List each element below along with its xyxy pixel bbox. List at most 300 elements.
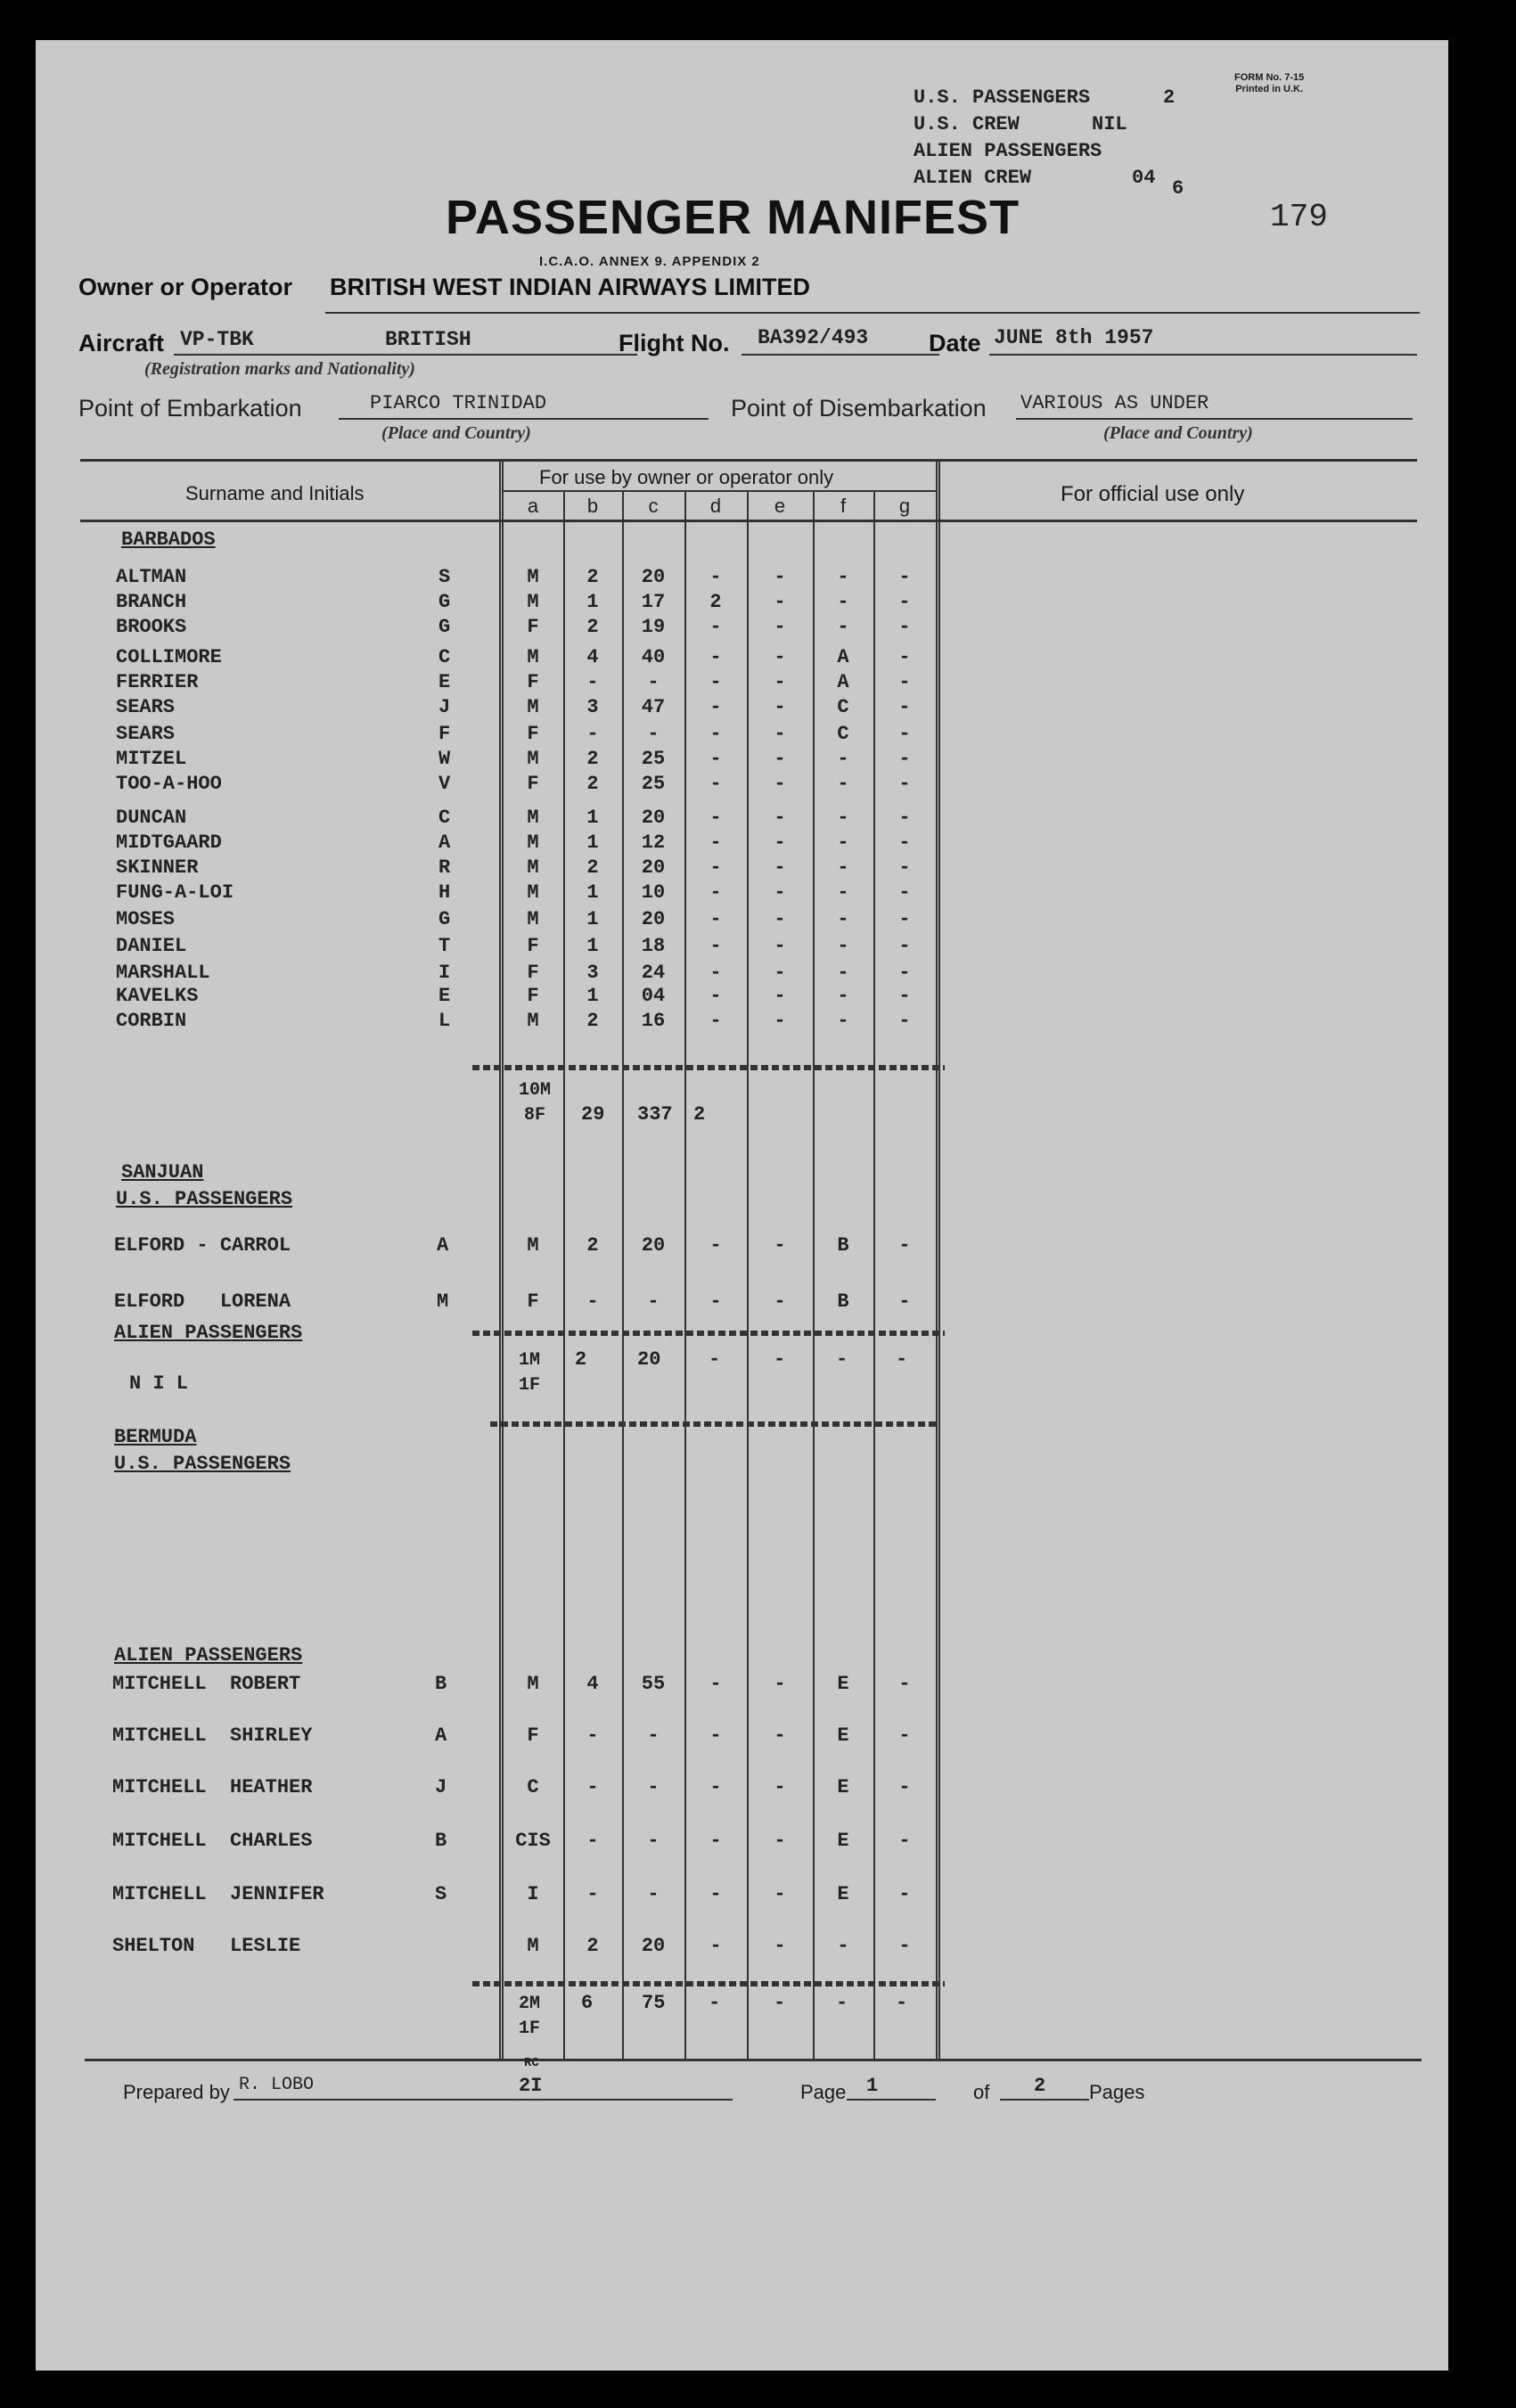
passenger-col-d: - bbox=[709, 935, 722, 957]
page-value: 1 bbox=[866, 2075, 879, 2097]
of-label: of bbox=[973, 2081, 990, 2103]
passenger-col-f: - bbox=[837, 616, 849, 638]
passenger-col-a: M bbox=[527, 881, 539, 904]
passenger-col-e: - bbox=[774, 1724, 786, 1747]
passenger-col-e: - bbox=[774, 935, 786, 957]
passenger-col-a: M bbox=[527, 646, 539, 668]
passenger-col-c: 20 bbox=[641, 1234, 666, 1257]
passenger-col-e: - bbox=[774, 908, 786, 930]
passenger-col-d: - bbox=[709, 1883, 722, 1905]
passenger-col-d: - bbox=[709, 723, 722, 745]
passenger-col-b: 2 bbox=[586, 773, 599, 795]
bermuda-total-g: - bbox=[896, 1992, 908, 2014]
passenger-col-g: - bbox=[898, 1234, 911, 1257]
passenger-col-c: - bbox=[647, 723, 660, 745]
passenger-col-f: E bbox=[837, 1673, 849, 1695]
passenger-row bbox=[36, 856, 1448, 883]
passenger-col-f: B bbox=[837, 1290, 849, 1313]
passenger-row bbox=[36, 1776, 1448, 1803]
passenger-col-c: - bbox=[647, 1290, 660, 1313]
passenger-name: FUNG-A-LOI bbox=[116, 881, 234, 904]
section-sanjuan-alien: ALIEN PASSENGERS bbox=[114, 1322, 303, 1344]
passenger-row bbox=[36, 773, 1448, 799]
passenger-row bbox=[36, 935, 1448, 962]
passenger-col-f: - bbox=[837, 748, 849, 770]
disembarkation-value: VARIOUS AS UNDER bbox=[1020, 392, 1209, 414]
passenger-row bbox=[36, 881, 1448, 908]
passenger-name: MITCHELL ROBERT bbox=[112, 1673, 301, 1695]
passenger-col-a: F bbox=[527, 985, 539, 1007]
passenger-col-c: 25 bbox=[641, 773, 666, 795]
passenger-initial: A bbox=[435, 1724, 447, 1747]
passenger-row bbox=[36, 831, 1448, 858]
passenger-name: MARSHALL bbox=[116, 962, 210, 984]
passenger-name: ELFORD LORENA bbox=[114, 1290, 291, 1313]
passenger-col-d: - bbox=[709, 1724, 722, 1747]
col-header-b: b bbox=[586, 495, 599, 517]
passenger-name: SHELTON LESLIE bbox=[112, 1935, 301, 1957]
passenger-initial: H bbox=[438, 881, 451, 904]
passenger-col-f: - bbox=[837, 935, 849, 957]
passenger-col-e: - bbox=[774, 1673, 786, 1695]
passenger-initial: S bbox=[438, 566, 451, 588]
passenger-col-e: - bbox=[774, 591, 786, 613]
of-value: 2 bbox=[1034, 2075, 1046, 2097]
passenger-initial: C bbox=[438, 646, 451, 668]
passenger-initial: J bbox=[435, 1776, 447, 1798]
passenger-col-b: 1 bbox=[586, 908, 599, 930]
passenger-col-a: M bbox=[527, 856, 539, 879]
sanjuan-total-a: 1M 1F bbox=[519, 1350, 541, 1396]
passenger-col-b: - bbox=[586, 723, 599, 745]
passenger-col-g: - bbox=[898, 1883, 911, 1905]
passenger-col-c: 24 bbox=[641, 962, 666, 984]
passenger-row bbox=[36, 985, 1448, 1012]
passenger-col-b: 1 bbox=[586, 807, 599, 829]
passenger-col-e: - bbox=[774, 671, 786, 693]
passenger-initial: R bbox=[438, 856, 451, 879]
passenger-col-b: - bbox=[586, 1830, 599, 1852]
counts-block bbox=[914, 85, 1184, 200]
passenger-initial: E bbox=[438, 985, 451, 1007]
passenger-col-c: 20 bbox=[641, 856, 666, 879]
passenger-name: MITCHELL SHIRLEY bbox=[112, 1724, 313, 1747]
passenger-col-b: 4 bbox=[586, 646, 599, 668]
passenger-initial: G bbox=[438, 591, 451, 613]
passenger-col-a: F bbox=[527, 935, 539, 957]
passenger-col-a: F bbox=[527, 671, 539, 693]
prepared-code: 2I bbox=[519, 2075, 543, 2097]
passenger-col-d: - bbox=[709, 831, 722, 854]
passenger-col-e: - bbox=[774, 1883, 786, 1905]
passenger-name: MITCHELL JENNIFER bbox=[112, 1883, 324, 1905]
col-header-e: e bbox=[774, 495, 786, 517]
pages-label: Pages bbox=[1089, 2081, 1145, 2103]
passenger-col-c: 47 bbox=[641, 696, 666, 718]
passenger-row bbox=[36, 616, 1448, 643]
passenger-row bbox=[36, 1935, 1448, 1962]
passenger-name: MOSES bbox=[116, 908, 176, 930]
passenger-col-f: E bbox=[837, 1776, 849, 1798]
passenger-row bbox=[36, 748, 1448, 774]
passenger-col-b: 3 bbox=[586, 696, 599, 718]
passenger-col-c: 17 bbox=[641, 591, 666, 613]
passenger-initial: C bbox=[438, 807, 451, 829]
passenger-col-d: - bbox=[709, 1830, 722, 1852]
passenger-name: KAVELKS bbox=[116, 985, 199, 1007]
passenger-col-a: M bbox=[527, 1010, 539, 1032]
passenger-col-b: - bbox=[586, 671, 599, 693]
passenger-col-f: - bbox=[837, 856, 849, 879]
passenger-col-g: - bbox=[898, 773, 911, 795]
passenger-col-f: - bbox=[837, 908, 849, 930]
passenger-col-f: - bbox=[837, 566, 849, 588]
passenger-col-b: 1 bbox=[586, 831, 599, 854]
passenger-col-d: - bbox=[709, 1776, 722, 1798]
passenger-col-f: - bbox=[837, 881, 849, 904]
passenger-col-c: 20 bbox=[641, 1935, 666, 1957]
passenger-initial: G bbox=[438, 616, 451, 638]
passenger-col-g: - bbox=[898, 566, 911, 588]
col-header-a: a bbox=[527, 495, 539, 517]
section-bermuda-us: U.S. PASSENGERS bbox=[114, 1453, 291, 1475]
passenger-col-g: - bbox=[898, 881, 911, 904]
passenger-col-g: - bbox=[898, 908, 911, 930]
passenger-col-d: - bbox=[709, 985, 722, 1007]
passenger-col-c: - bbox=[647, 1883, 660, 1905]
passenger-name: BROOKS bbox=[116, 616, 187, 638]
passenger-name: SEARS bbox=[116, 696, 176, 718]
page-title: PASSENGER MANIFEST bbox=[446, 191, 1020, 244]
passenger-col-b: 3 bbox=[586, 962, 599, 984]
passenger-name: DUNCAN bbox=[116, 807, 187, 829]
count-alien-passengers: ALIEN PASSENGERS 6 bbox=[914, 140, 1184, 200]
date-label: Date bbox=[929, 330, 981, 356]
page-number: 179 bbox=[1270, 199, 1328, 235]
passenger-col-g: - bbox=[898, 962, 911, 984]
passenger-name: SKINNER bbox=[116, 856, 199, 879]
passenger-col-f: E bbox=[837, 1883, 849, 1905]
passenger-initial: F bbox=[438, 723, 451, 745]
passenger-col-a: M bbox=[527, 807, 539, 829]
passenger-col-c: 20 bbox=[641, 807, 666, 829]
passenger-col-f: B bbox=[837, 1234, 849, 1257]
passenger-col-f: C bbox=[837, 696, 849, 718]
passenger-col-d: - bbox=[709, 646, 722, 668]
passenger-col-c: 25 bbox=[641, 748, 666, 770]
passenger-name: SEARS bbox=[116, 723, 176, 745]
passenger-col-e: - bbox=[774, 1776, 786, 1798]
passenger-col-g: - bbox=[898, 1776, 911, 1798]
disembarkation-label: Point of Disembarkation bbox=[731, 395, 987, 422]
col-header-d: d bbox=[709, 495, 722, 517]
passenger-col-g: - bbox=[898, 723, 911, 745]
bermuda-total-f: - bbox=[836, 1992, 848, 2014]
passenger-col-a: F bbox=[527, 773, 539, 795]
passenger-initial: M bbox=[437, 1290, 449, 1313]
passenger-col-a: I bbox=[527, 1883, 539, 1905]
form-number: FORM No. 7-15 Printed in U.K. bbox=[1234, 72, 1305, 94]
barbados-total-d: 2 bbox=[693, 1103, 706, 1126]
sanjuan-total-f: - bbox=[836, 1348, 848, 1371]
passenger-col-b: 1 bbox=[586, 591, 599, 613]
official-use-header: For official use only bbox=[1061, 482, 1245, 506]
page-label: Page bbox=[800, 2081, 847, 2103]
passenger-col-e: - bbox=[774, 1010, 786, 1032]
passenger-col-g: - bbox=[898, 1290, 911, 1313]
passenger-col-b: 4 bbox=[586, 1673, 599, 1695]
passenger-col-g: - bbox=[898, 1010, 911, 1032]
passenger-name: MIDTGAARD bbox=[116, 831, 222, 854]
name-column-header: Surname and Initials bbox=[185, 482, 365, 504]
bermuda-total-c: 75 bbox=[642, 1992, 666, 2014]
passenger-col-b: 2 bbox=[586, 748, 599, 770]
flight-value: BA392/493 bbox=[758, 326, 869, 349]
passenger-col-g: - bbox=[898, 616, 911, 638]
passenger-col-b: 1 bbox=[586, 985, 599, 1007]
passenger-col-e: - bbox=[774, 807, 786, 829]
aircraft-label: Aircraft bbox=[78, 330, 165, 356]
passenger-col-d: - bbox=[709, 696, 722, 718]
aircraft-registration: VP-TBK bbox=[180, 328, 254, 351]
sanjuan-total-c: 20 bbox=[637, 1348, 661, 1371]
passenger-col-c: 04 bbox=[641, 985, 666, 1007]
passenger-col-f: - bbox=[837, 985, 849, 1007]
passenger-col-a: C bbox=[527, 1776, 539, 1798]
passenger-col-e: - bbox=[774, 1830, 786, 1852]
passenger-col-e: - bbox=[774, 773, 786, 795]
passenger-col-a: M bbox=[527, 566, 539, 588]
passenger-col-d: 2 bbox=[709, 591, 722, 613]
passenger-col-a: CIS bbox=[515, 1830, 551, 1852]
passenger-col-f: - bbox=[837, 1010, 849, 1032]
passenger-initial: J bbox=[438, 696, 451, 718]
sanjuan-total-b: 2 bbox=[575, 1348, 587, 1371]
passenger-initial: E bbox=[438, 671, 451, 693]
passenger-col-f: - bbox=[837, 831, 849, 854]
passenger-col-f: - bbox=[837, 962, 849, 984]
passenger-col-g: - bbox=[898, 591, 911, 613]
passenger-name: ALTMAN bbox=[116, 566, 187, 588]
passenger-col-a: M bbox=[527, 748, 539, 770]
passenger-col-g: - bbox=[898, 748, 911, 770]
count-us-crew: U.S. CREW NIL bbox=[914, 113, 1127, 135]
passenger-col-b: 2 bbox=[586, 1010, 599, 1032]
passenger-col-c: 40 bbox=[641, 646, 666, 668]
passenger-name: DANIEL bbox=[116, 935, 187, 957]
passenger-col-b: 2 bbox=[586, 616, 599, 638]
passenger-row bbox=[36, 646, 1448, 673]
passenger-row bbox=[36, 807, 1448, 833]
passenger-col-g: - bbox=[898, 646, 911, 668]
passenger-col-g: - bbox=[898, 985, 911, 1007]
passenger-name: TOO-A-HOO bbox=[116, 773, 222, 795]
passenger-row bbox=[36, 1234, 1448, 1261]
prepared-by-value: R. LOBO bbox=[239, 2075, 315, 2095]
passenger-col-g: - bbox=[898, 831, 911, 854]
passenger-col-d: - bbox=[709, 1290, 722, 1313]
passenger-col-e: - bbox=[774, 646, 786, 668]
passenger-name: COLLIMORE bbox=[116, 646, 222, 668]
passenger-row bbox=[36, 696, 1448, 723]
section-barbados: BARBADOS bbox=[121, 528, 216, 551]
passenger-col-g: - bbox=[898, 696, 911, 718]
passenger-col-c: 12 bbox=[641, 831, 666, 854]
passenger-col-b: - bbox=[586, 1776, 599, 1798]
passenger-col-e: - bbox=[774, 831, 786, 854]
passenger-col-a: F bbox=[527, 1724, 539, 1747]
passenger-row bbox=[36, 723, 1448, 749]
owner-value: BRITISH WEST INDIAN AIRWAYS LIMITED bbox=[330, 274, 811, 300]
passenger-col-g: - bbox=[898, 1935, 911, 1957]
section-bermuda-alien: ALIEN PASSENGERS bbox=[114, 1644, 303, 1667]
barbados-total-c: 337 bbox=[637, 1103, 673, 1126]
aircraft-note: (Registration marks and Nationality) bbox=[144, 359, 415, 379]
passenger-col-a: F bbox=[527, 962, 539, 984]
passenger-initial: A bbox=[437, 1234, 449, 1257]
barbados-total-a: 10M 8F bbox=[519, 1080, 552, 1126]
bermuda-total-a: 2M 1F bbox=[519, 1994, 541, 2039]
prepared-by-label: Prepared by bbox=[123, 2081, 230, 2103]
count-alien-crew: ALIEN CREW 04 bbox=[914, 167, 1156, 189]
passenger-col-b: 2 bbox=[586, 1234, 599, 1257]
passenger-col-f: - bbox=[837, 591, 849, 613]
passenger-col-a: M bbox=[527, 696, 539, 718]
passenger-col-g: - bbox=[898, 1724, 911, 1747]
passenger-row bbox=[36, 1290, 1448, 1317]
bermuda-total-e: - bbox=[774, 1992, 786, 2014]
passenger-initial: B bbox=[435, 1673, 447, 1695]
passenger-col-d: - bbox=[709, 616, 722, 638]
barbados-total-b: 29 bbox=[581, 1103, 605, 1126]
passenger-row bbox=[36, 591, 1448, 618]
passenger-name: CORBIN bbox=[116, 1010, 187, 1032]
passenger-col-e: - bbox=[774, 566, 786, 588]
passenger-col-e: - bbox=[774, 1234, 786, 1257]
passenger-col-d: - bbox=[709, 748, 722, 770]
passenger-col-b: - bbox=[586, 1883, 599, 1905]
bermuda-total-b: 6 bbox=[581, 1992, 594, 2014]
passenger-col-f: E bbox=[837, 1830, 849, 1852]
disembarkation-note: (Place and Country) bbox=[1103, 423, 1253, 443]
manifest-page bbox=[36, 40, 1448, 2371]
passenger-col-b: 2 bbox=[586, 856, 599, 879]
embarkation-note: (Place and Country) bbox=[381, 423, 531, 443]
passenger-col-e: - bbox=[774, 1935, 786, 1957]
passenger-col-c: 20 bbox=[641, 566, 666, 588]
passenger-col-a: F bbox=[527, 616, 539, 638]
passenger-col-e: - bbox=[774, 696, 786, 718]
owner-label: Owner or Operator bbox=[78, 274, 293, 300]
passenger-col-a: F bbox=[527, 723, 539, 745]
sanjuan-total-g: - bbox=[896, 1348, 908, 1371]
passenger-col-f: A bbox=[837, 671, 849, 693]
passenger-name: ELFORD - CARROL bbox=[114, 1234, 291, 1257]
passenger-name: FERRIER bbox=[116, 671, 199, 693]
passenger-col-b: 2 bbox=[586, 566, 599, 588]
passenger-row bbox=[36, 566, 1448, 593]
sanjuan-nil: N I L bbox=[129, 1372, 189, 1395]
passenger-col-g: - bbox=[898, 671, 911, 693]
passenger-initial: V bbox=[438, 773, 451, 795]
passenger-initial: S bbox=[435, 1883, 447, 1905]
passenger-col-c: - bbox=[647, 1724, 660, 1747]
passenger-col-f: - bbox=[837, 1935, 849, 1957]
passenger-col-d: - bbox=[709, 671, 722, 693]
passenger-col-e: - bbox=[774, 881, 786, 904]
passenger-row bbox=[36, 1883, 1448, 1910]
passenger-col-d: - bbox=[709, 881, 722, 904]
passenger-col-g: - bbox=[898, 807, 911, 829]
passenger-col-g: - bbox=[898, 856, 911, 879]
passenger-col-g: - bbox=[898, 935, 911, 957]
passenger-name: MITZEL bbox=[116, 748, 187, 770]
passenger-initial: L bbox=[438, 1010, 451, 1032]
passenger-col-d: - bbox=[709, 856, 722, 879]
passenger-col-f: - bbox=[837, 807, 849, 829]
passenger-col-a: M bbox=[527, 591, 539, 613]
col-header-c: c bbox=[648, 495, 659, 517]
passenger-initial: W bbox=[438, 748, 451, 770]
page-subtitle: I.C.A.O. ANNEX 9. APPENDIX 2 bbox=[539, 254, 760, 269]
passenger-col-c: 55 bbox=[641, 1673, 666, 1695]
passenger-col-f: E bbox=[837, 1724, 849, 1747]
passenger-col-d: - bbox=[709, 807, 722, 829]
passenger-col-b: 1 bbox=[586, 935, 599, 957]
section-bermuda: BERMUDA bbox=[114, 1426, 197, 1448]
passenger-col-c: 18 bbox=[641, 935, 666, 957]
passenger-row bbox=[36, 1724, 1448, 1751]
passenger-col-d: - bbox=[709, 1935, 722, 1957]
passenger-col-b: 2 bbox=[586, 1935, 599, 1957]
passenger-initial: A bbox=[438, 831, 451, 854]
passenger-col-f: - bbox=[837, 773, 849, 795]
passenger-col-d: - bbox=[709, 773, 722, 795]
embarkation-label: Point of Embarkation bbox=[78, 395, 302, 422]
passenger-col-d: - bbox=[709, 962, 722, 984]
date-value: JUNE 8th 1957 bbox=[994, 326, 1154, 349]
passenger-col-e: - bbox=[774, 1290, 786, 1313]
passenger-col-d: - bbox=[709, 1010, 722, 1032]
passenger-name: BRANCH bbox=[116, 591, 187, 613]
passenger-col-b: - bbox=[586, 1724, 599, 1747]
passenger-initial: B bbox=[435, 1830, 447, 1852]
section-sanjuan: SANJUAN bbox=[121, 1161, 204, 1184]
passenger-col-d: - bbox=[709, 908, 722, 930]
passenger-col-c: 10 bbox=[641, 881, 666, 904]
passenger-col-b: - bbox=[586, 1290, 599, 1313]
passenger-col-e: - bbox=[774, 723, 786, 745]
aircraft-nationality: BRITISH bbox=[385, 328, 471, 351]
operator-columns-header: For use by owner or operator only bbox=[539, 466, 834, 488]
passenger-col-e: - bbox=[774, 748, 786, 770]
passenger-col-c: 19 bbox=[641, 616, 666, 638]
passenger-initial: I bbox=[438, 962, 451, 984]
sanjuan-total-d: - bbox=[709, 1348, 721, 1371]
passenger-col-d: - bbox=[709, 1234, 722, 1257]
flight-label: Flight No. bbox=[619, 330, 730, 356]
passenger-row bbox=[36, 908, 1448, 935]
col-header-f: f bbox=[840, 495, 847, 517]
embarkation-value: PIARCO TRINIDAD bbox=[370, 392, 547, 414]
passenger-col-c: 20 bbox=[641, 908, 666, 930]
passenger-col-e: - bbox=[774, 985, 786, 1007]
passenger-col-a: M bbox=[527, 1935, 539, 1957]
passenger-col-d: - bbox=[709, 566, 722, 588]
passenger-name: MITCHELL CHARLES bbox=[112, 1830, 313, 1852]
passenger-col-f: C bbox=[837, 723, 849, 745]
passenger-col-c: - bbox=[647, 671, 660, 693]
